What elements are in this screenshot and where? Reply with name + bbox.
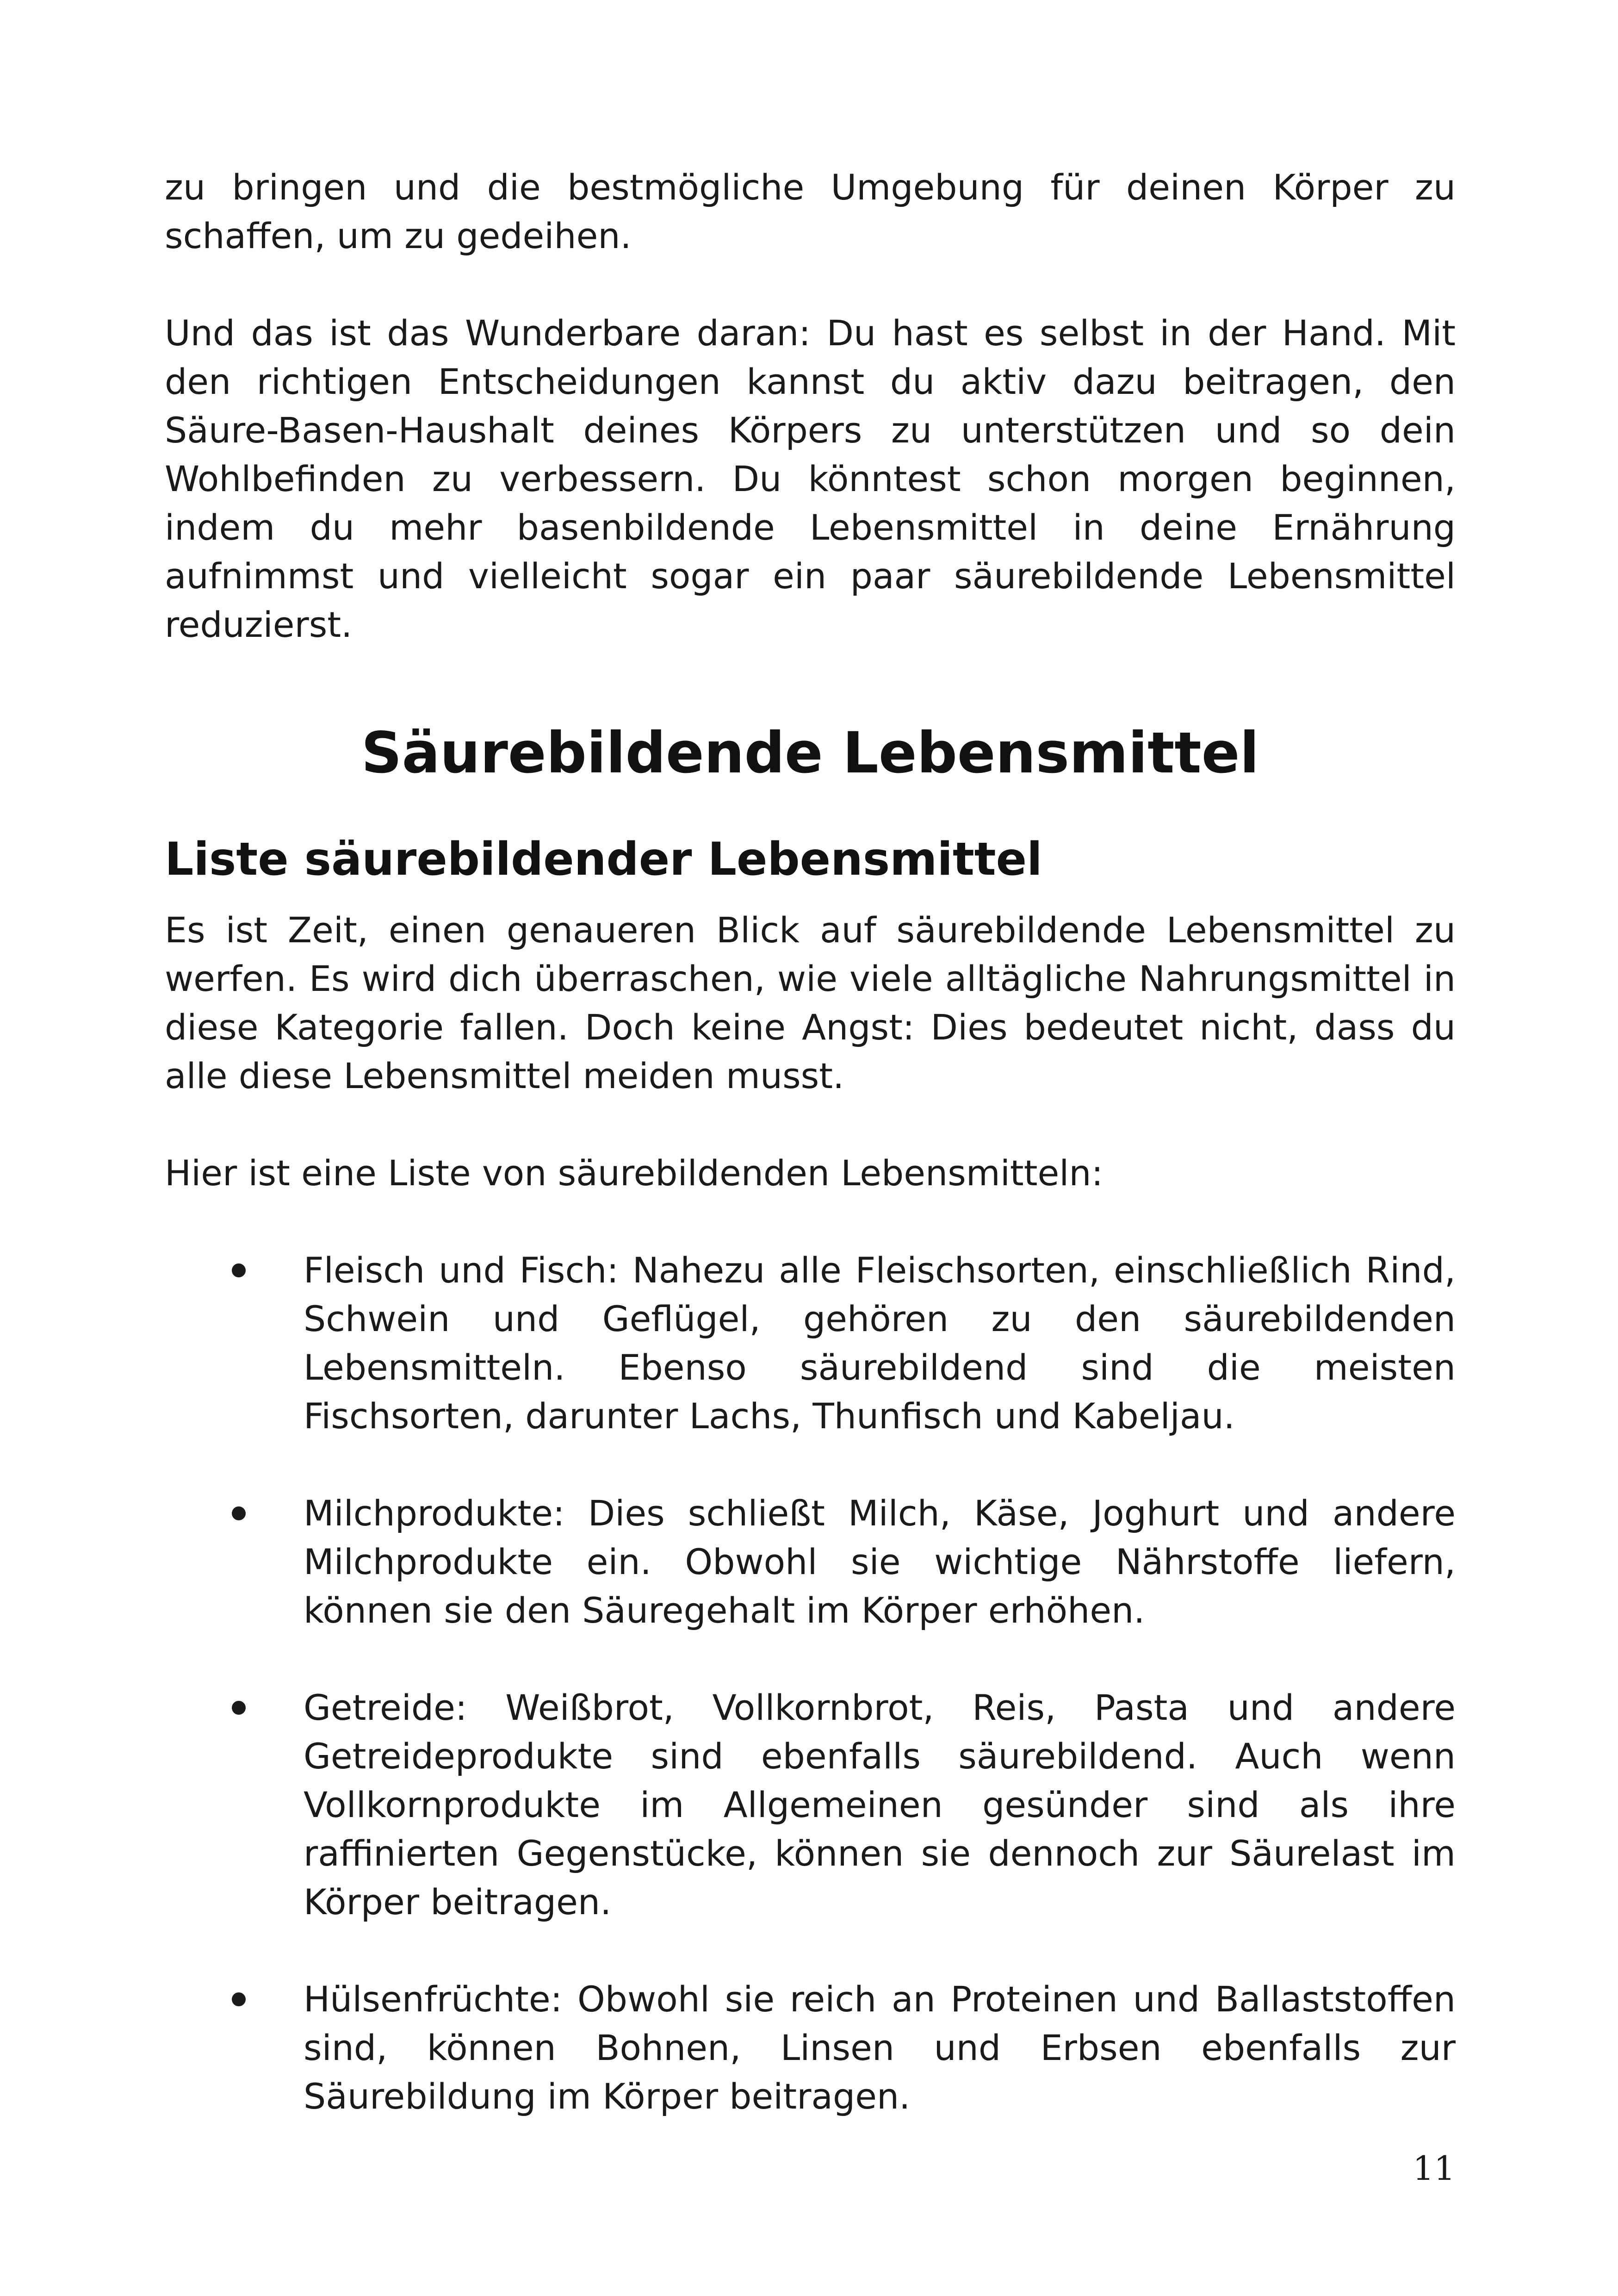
bullet-icon — [232, 1506, 246, 1520]
list-item — [165, 1975, 1456, 2121]
bullet-icon — [232, 1701, 246, 1715]
list-item-text: Fleisch und Fisch: Nahezu alle Fleischsorten, einschließlich Rind, Schwein und Geflügel, gehören zu den säurebildenden Lebensmitteln. Ebenso säurebildend sind die meisten Fischsorten, darunter Lachs, Thunfisch und Kabeljau. — [304, 1250, 1456, 1437]
intro-paragraph-2: Und das ist das Wunderbare daran: Du hast es selbst in der Hand. Mit den richtigen Entscheidungen kannst du aktiv dazu beitragen, den Säure-Basen-Haushalt deines Körpers zu unterstützen und so dein Wohlbefinden zu verbessern. Du könntest schon morgen beginnen, indem du mehr basenbildende Lebensmittel in deine Ernährung aufnimmst und vielleicht sogar ein paar säurebildende Lebensmittel reduzierst. — [165, 312, 1456, 645]
list-item — [165, 1246, 1456, 1440]
list-item — [165, 1489, 1456, 1635]
section-paragraph-1: Es ist Zeit, einen genaueren Blick auf säurebildende Lebensmittel zu werfen. Es wird dich überraschen, wie viele alltägliche Nahrungsmittel in diese Kategorie fallen. Doch keine Angst: Dies bedeutet nicht, dass du alle diese Lebensmittel meiden musst. — [165, 909, 1456, 1096]
list-item — [165, 1683, 1456, 1926]
bullet-icon — [232, 1992, 246, 2006]
food-list — [165, 1246, 1456, 2121]
page-content — [165, 163, 1456, 2169]
list-item-text: Hülsenfrüchte: Obwohl sie reich an Proteinen und Ballaststoffen sind, können Bohnen, Linsen und Erbsen ebenfalls zur Säurebildung im Körper beitragen. — [304, 1979, 1456, 2117]
chapter-title: Säurebildende Lebensmittel — [361, 720, 1259, 786]
page-number: 11 — [1413, 2149, 1455, 2188]
section-paragraph-2: Hier ist eine Liste von säurebildenden Lebensmitteln: — [165, 1152, 1103, 1194]
section-title: Liste säurebildender Lebensmittel — [165, 833, 1042, 886]
list-item-text: Milchprodukte: Dies schließt Milch, Käse, Joghurt und andere Milchprodukte ein. Obwohl sie wichtige Nährstoffe liefern, können sie den Säuregehalt im Körper erhöhen. — [304, 1493, 1456, 1631]
bullet-icon — [232, 1263, 246, 1277]
list-item-text: Getreide: Weißbrot, Vollkornbrot, Reis, Pasta und andere Getreideprodukte sind ebenfalls säurebildend. Auch wenn Vollkornprodukte im Allgemeinen gesünder sind als ihre raffinierten Gegenstücke, können sie dennoch zur Säurelast im Körper beitragen. — [304, 1687, 1456, 1923]
intro-paragraph-1: zu bringen und die bestmögliche Umgebung für deinen Körper zu schaffen, um zu gedeihen. — [165, 167, 1456, 256]
